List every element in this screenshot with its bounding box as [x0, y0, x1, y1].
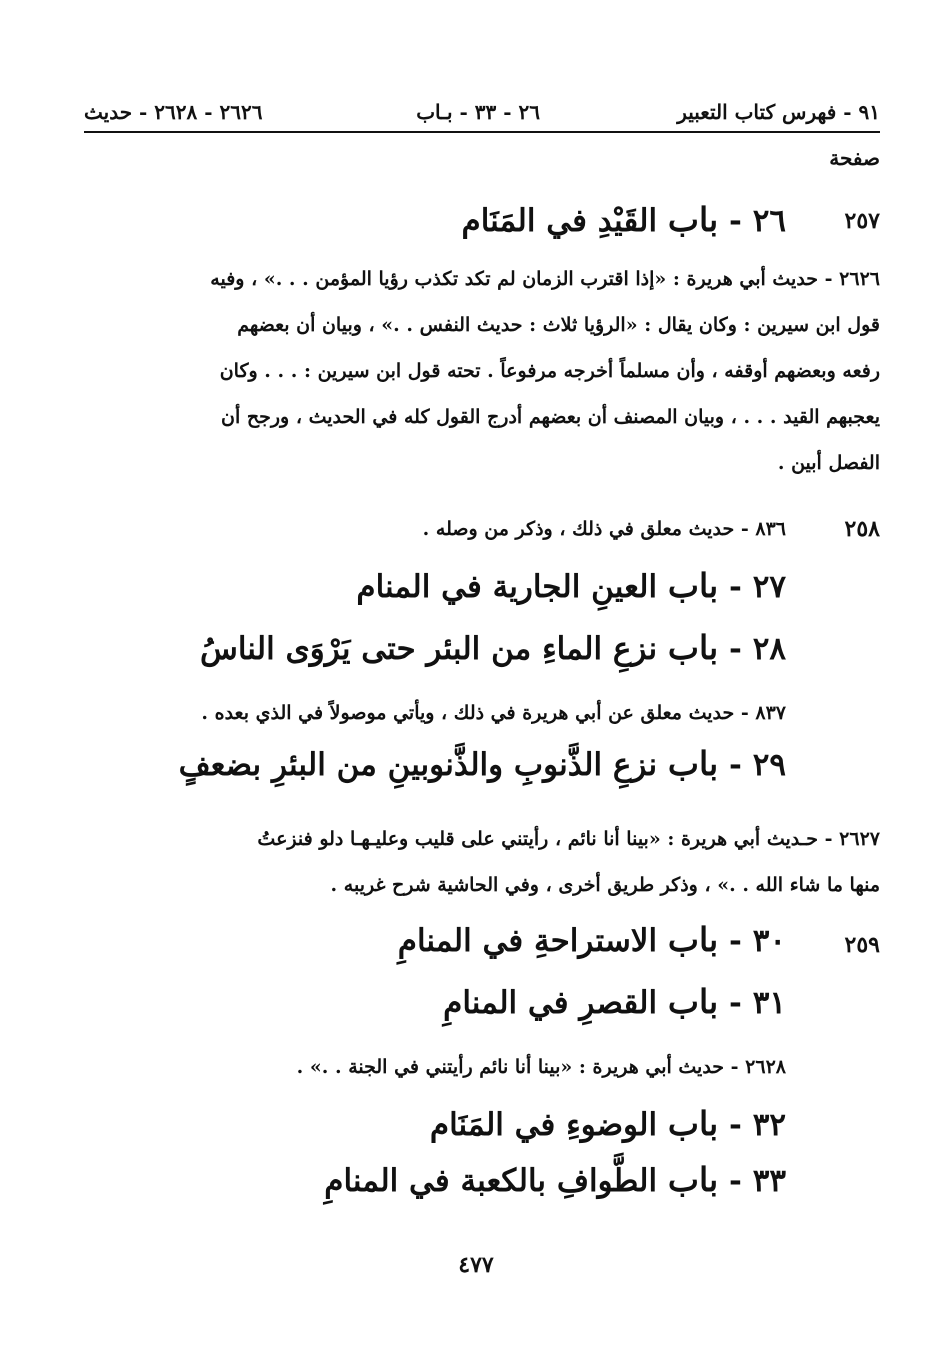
chapter-heading-26: [462, 200, 786, 239]
entry-line: منها ما شاء الله . .» ، وذكر طريق أخرى ، وفي الحاشية شرح غريبه .: [330, 874, 880, 896]
chapter-word: باب: [667, 1160, 719, 1199]
chapter-heading-31: [443, 982, 786, 1021]
entry-line: ٢٦٢٧ - حـديث أبي هريرة : «بينا أنا نائم ، رأيتني على قليب وعليـهـا دلو فنزعتُ: [257, 828, 880, 850]
chapter-number: ٣١ -: [729, 985, 786, 1021]
page-ref-257: ٢٥٧: [844, 208, 880, 234]
chapter-word: باب: [667, 920, 719, 959]
header-chapter-range: ٢٦ - ٣٣ - بـاب: [416, 100, 540, 124]
chapter-title: نزعِ الذَّنوبِ والذَّنوبينِ من البئرِ بضعفٍ: [178, 747, 658, 783]
chapter-heading-27: [356, 566, 786, 605]
chapter-number: ٣٢ -: [729, 1107, 786, 1143]
entry-2628: ٢٦٢٨ - حديث أبي هريرة : «بينا أنا نائم رأيتني في الجنة . .» .: [296, 1056, 786, 1078]
entry-line: قول ابن سيرين : وكان يقال : «الرؤيا ثلاث : حديث النفس . .» ، وبيان أن بعضهم: [237, 314, 880, 336]
chapter-heading-32: [430, 1104, 786, 1143]
chapter-title: الوضوءِ في المَنَام: [429, 1107, 658, 1143]
page-ref-259: ٢٥٩: [844, 932, 880, 958]
chapter-word: باب: [667, 200, 719, 239]
entry-836: ٨٣٦ - حديث معلق في ذلك ، وذكر من وصله .: [422, 518, 786, 540]
chapter-heading-29: [179, 744, 786, 783]
chapter-number: ٢٩ -: [729, 747, 786, 783]
header-chapter: ٩١ - فهرس كتاب التعبير: [677, 100, 880, 124]
entry-line: ٢٦٢٦ - حديث أبي هريرة : «إذا اقترب الزمان لم تكد تكذب رؤيا المؤمن . . .» ، وفيه: [210, 268, 880, 290]
page-ref-258: ٢٥٨: [844, 516, 880, 542]
chapter-title: الطَّوافِ بالكعبة في المنامِ: [324, 1163, 658, 1199]
entry-line: رفعه وبعضهم أوقفه ، وأن مسلماً أخرجه مرفوعاً . تحته قول ابن سيرين : . . . وكان: [219, 360, 880, 382]
chapter-title: الاستراحةِ في المنامِ: [397, 923, 658, 959]
chapter-number: ٢٨ -: [729, 631, 786, 667]
chapter-number: ٢٧ -: [729, 569, 786, 605]
entry-line: يعجبهم القيد . . . ، وبيان المصنف أن بعضهم أدرج القول كله في الحديث ، ورجح أن: [221, 406, 880, 428]
entry-837: ٨٣٧ - حديث معلق عن أبي هريرة في ذلك ، ويأتي موصولاً في الذي بعده .: [201, 702, 786, 724]
entry-2626: [80, 256, 880, 486]
running-header: [84, 96, 880, 130]
page-column-label: صفحة: [829, 146, 880, 170]
chapter-title: القَيْدِ في المَنَام: [461, 203, 658, 239]
entry-line: الفصل أبين .: [777, 452, 880, 474]
chapter-title: العينِ الجارية في المنام: [356, 569, 658, 605]
chapter-heading-30: [398, 920, 786, 959]
chapter-title: نزعِ الماءِ من البئر حتى يَرْوَى الناسُ: [200, 631, 658, 667]
chapter-word: باب: [667, 744, 719, 783]
header-rule: [84, 131, 880, 133]
chapter-number: ٣٠ -: [729, 923, 786, 959]
chapter-word: باب: [667, 1104, 719, 1143]
chapter-word: باب: [667, 628, 719, 667]
chapter-word: باب: [667, 566, 719, 605]
entry-2627: [80, 816, 880, 908]
chapter-heading-33: [324, 1160, 786, 1199]
chapter-number: ٢٦ -: [729, 203, 786, 239]
chapter-heading-28: [200, 628, 786, 667]
chapter-word: باب: [667, 982, 719, 1021]
chapter-title: القصرِ في المنامِ: [443, 985, 658, 1021]
header-hadith-range: ٢٦٢٦ - ٢٦٢٨ - حديث: [84, 100, 263, 124]
chapter-number: ٣٣ -: [729, 1163, 786, 1199]
page-number: ٤٧٧: [458, 1252, 494, 1278]
